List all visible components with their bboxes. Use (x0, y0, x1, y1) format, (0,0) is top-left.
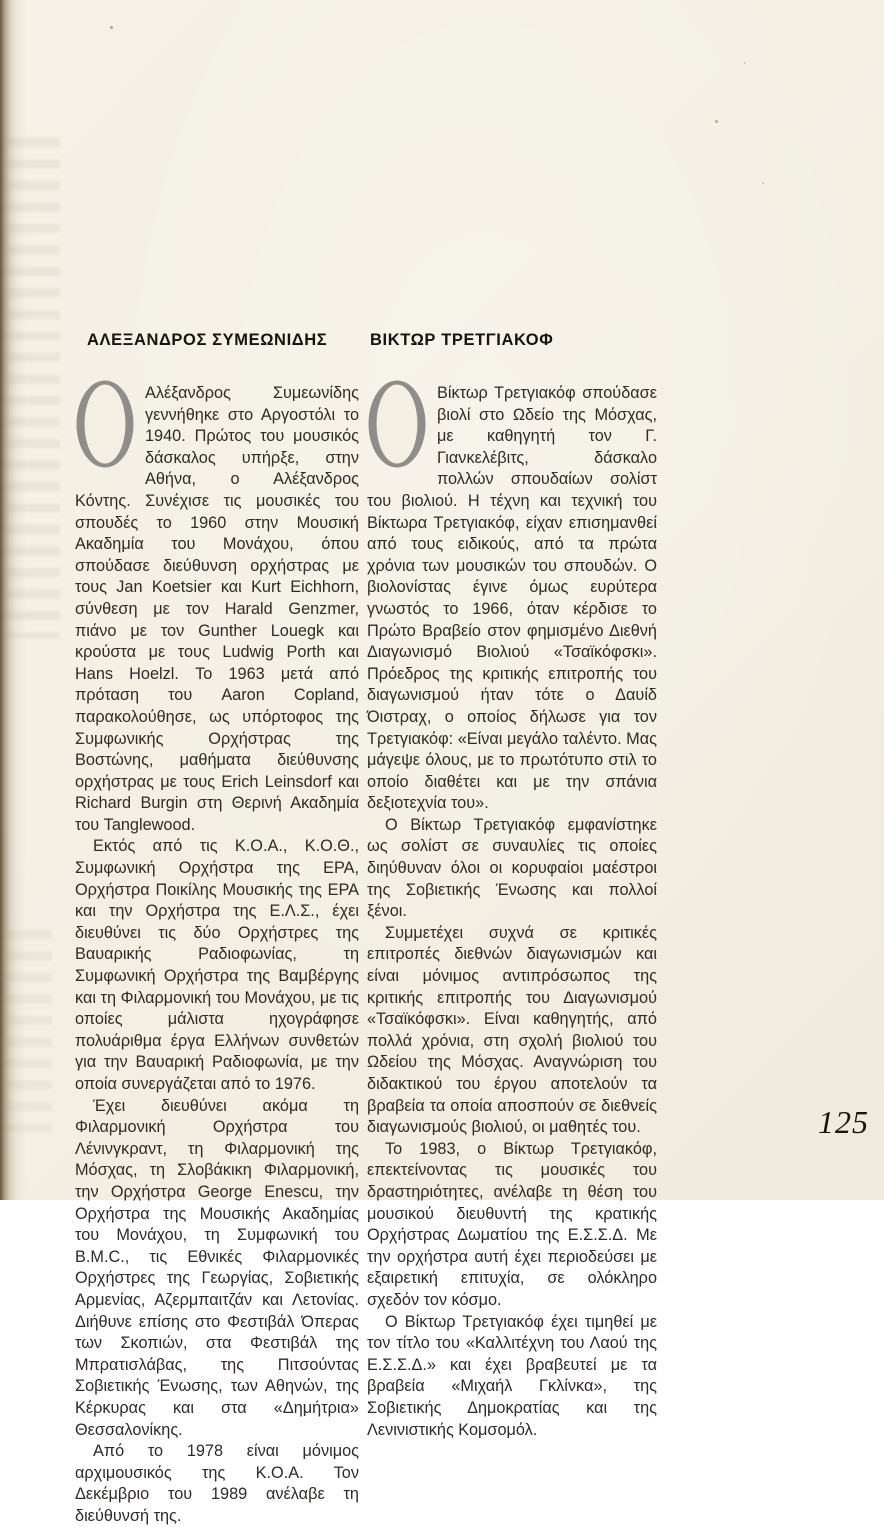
paragraph-text: Αλέξανδρος Συμεωνίδης γεννήθηκε στο Αργοστόλι το 1940. Πρώτος του μουσικός δάσκαλος υπήρξε, στην Αθήνα, ο Αλέξανδρος Κόντης. Συνέχισε τις μουσικές του σπουδές το 1960 στην Μουσική Ακαδημία του Μονάχου, όπου σπούδασε διεύθυνση ορχήστρας με τους Jan Koetsier και Kurt Eichhorn, σύνθεση με τον Harald Genzmer, πιάνο με τον Gunther Louegk και κρούστα με τους Ludwig Porth και Hans Hoelzl. Το 1963 μετά από πρόταση του Aaron Copland, παρακολούθησε, ως υπόρτοφος της Συμφωνικής Ορχήστρας της Βοστώνης, μαθήματα διεύθυνσης ορχήστρας με τους Erich Leinsdorf και Richard Burgin στη Θερινή Ακαδημία του Tanglewood. (75, 384, 359, 834)
paragraph: Εκτός από τις Κ.Ο.Α., Κ.Ο.Θ., Συμφωνική Ορχήστρα της ΕΡΑ, Ορχήστρα Ποικίλης Μουσικής της ΕΡΑ και την Ορχήστρα της Ε.Λ.Σ., έχει διευθύνει τις δύο Ορχήστρες της Βαυαρικής Ραδιοφωνίας, τη Συμφωνική Ορχήστρα της Βαμβέργης και τη Φιλαρμονική του Μονάχου, με τις οποίες μάλιστα ηχογράφησε πολυάριθμα έργα Ελλήνων συνθετών για την Βαυαρική Ραδιοφωνία, με την οποία συνεργάζεται από το 1976. (75, 837, 359, 1093)
drop-cap-letter (75, 380, 137, 470)
ink-speck (744, 62, 746, 64)
paragraph-text: Βίκτωρ Τρετγιακόφ σπούδασε βιολί στο Ωδείο της Μόσχας, με καθηγητή τον Γ. Γιανκελέβιτς, δάσκαλο πολλών σπουδαίων σολίστ του βιολιού. Η τέχνη και τεχνική του Βίκτωρα Τρετγιακόφ, είχαν επισημανθεί από τους ειδικούς, από τα πρώτα χρόνια των μουσικών του σπουδών. Ο βιολονίστας έγινε όμως ευρύτερα γνωστός το 1966, όταν κέρδισε το Πρώτο Βραβείο στον φημισμένο Διεθνή Διαγωνισμό Βιολιού «Τσαϊκόφσκι». Πρόεδρος της κριτικής επιτροπής του διαγωνισμού ήταν τότε ο Δαυίδ Όιστραχ, ο οποίος δήλωσε για τον Τρετγιακόφ: «Είναι μεγάλο ταλέντο. Μας μάγεψε όλους, με το πρωτότυπο στιλ το οποίο διαθέτει και με την σπάνια δεξιοτεχνία του». (367, 384, 657, 813)
paragraph (75, 383, 359, 836)
page-number: 125 (818, 1104, 869, 1140)
ink-speck (715, 120, 718, 123)
paragraph: Έχει διευθύνει ακόμα τη Φιλαρμονική Ορχήστρα του Λένινγκραντ, τη Φιλαρμονική της Μόσχας, τη Σλοβάκικη Φιλαρμονική, την Ορχήστρα George Enescu, την Ορχήστρα της Μουσικής Ακαδημίας του Μονάχου, τη Συμφωνική του B.M.C., τις Εθνικές Φιλαρμονικές Ορχήστρες της Γεωργίας, Σοβιετικής Αρμενίας, Αζερμπαιτζάν και Λετονίας. Διήθυνε επίσης στο Φεστιβάλ Όπερας των Σκοπιών, στα Φεστιβάλ της Μπρατισλάβας, της Πιτσούντας Σοβιετικής Ένωσης, των Αθηνών, της Κέρκυρας και στα «Δημήτρια» Θεσσαλονίκης. (75, 1096, 359, 1439)
paragraph: Ο Βίκτωρ Τρετγιακόφ έχει τιμηθεί με τον τίτλο του «Καλλιτέχνη του Λαού της Ε.Σ.Σ.Δ.» και έχει βραβευτεί με τα βραβεία «Μιχαήλ Γκλίνκα», της Σοβιετικής Δημοκρατίας και της Λενινιστικής Κομσομόλ. (367, 1312, 657, 1439)
article-tretyakov (367, 330, 657, 1441)
ink-speck (110, 26, 113, 29)
paragraph: Το 1983, ο Βίκτωρ Τρετγιακόφ, επεκτείνοντας τις μουσικές του δραστηριότητες, ανέλαβε τη θέση του μουσικού διευθυντή της κρατικής Ορχήστρας Δωματίου της Ε.Σ.Σ.Δ. Με την ορχήστρα αυτή έχει περιοδεύσει με εξαιρετική επιτυχία, σε ολόκληρο σχεδόν τον κόσμο. (367, 1139, 657, 1309)
paragraph: Ο Βίκτωρ Τρετγιακόφ εμφανίστηκε ως σολίστ σε συναυλίες τις οποίες διηύθυναν όλοι οι κορυφαίοι μαέστροι της Σοβιετικής Ένωσης και πολλοί ξένοι. (367, 815, 657, 921)
paragraph: Από το 1978 είναι μόνιμος αρχιμουσικός της Κ.Ο.Α. Τον Δεκέμβριο του 1989 ανέλαβε τη διεύθυνσή της. (75, 1442, 359, 1525)
binding-shadow (0, 0, 26, 1200)
article-heading: ΒΙΚΤΩΡ ΤΡΕΤΓΙΑΚΟΦ (370, 331, 554, 349)
paragraph (367, 383, 657, 815)
ink-speck (762, 182, 764, 184)
drop-cap-letter (367, 380, 429, 470)
paragraph: Συμμετέχει συχνά σε κριτικές επιτροπές διεθνών διαγωνισμών και είναι μόνιμος αντιπρόσωπος της κριτικής επιτροπής του Διαγωνισμού «Τσαϊκόφσκι». Είναι καθηγητής, από πολλά χρόνια, στη σχολή βιολιού του Ωδείου της Μόσχας. Αναγνώριση του διδακτικού του έργου αποτελούν τα βραβεία τα οποία αποσπούν σε διεθνείς διαγωνισμούς βιολιού, οι μαθητές του. (367, 923, 657, 1137)
article-symeonidis (75, 330, 359, 1527)
article-heading: ΑΛΕΞΑΝΔΡΟΣ ΣΥΜΕΩΝΙΔΗΣ (87, 331, 328, 349)
